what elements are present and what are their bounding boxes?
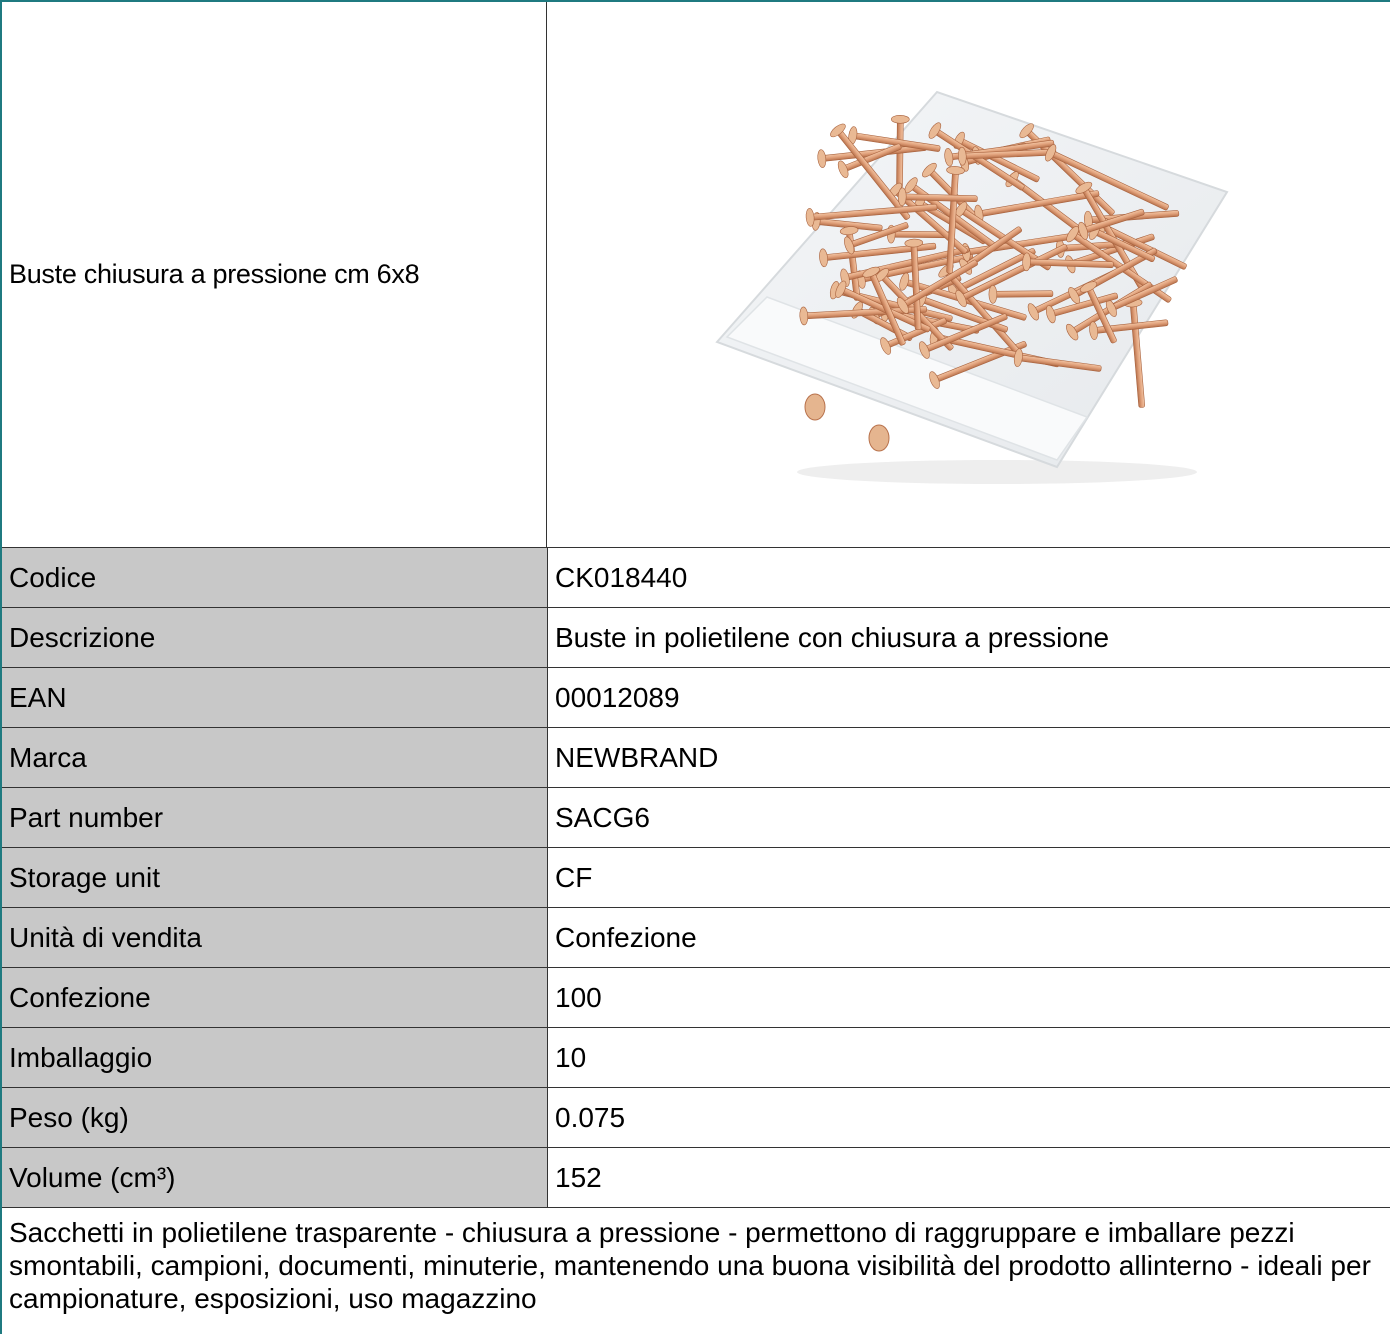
product-image-cell [547, 2, 1390, 547]
loose-fasteners [805, 394, 889, 451]
bag-of-brass-fasteners-icon [697, 72, 1257, 492]
spec-value: Buste in polietilene con chiusura a pressione [555, 621, 1110, 653]
spec-label: Peso (kg) [2, 1088, 548, 1147]
spec-value: CF [555, 861, 593, 893]
spec-label: EAN [2, 668, 548, 727]
spec-label: Storage unit [2, 848, 548, 907]
spec-label: Imballaggio [2, 1028, 548, 1087]
spec-row-confezione [2, 968, 1390, 1028]
spec-row-marca [2, 728, 1390, 788]
spec-row-part-number [2, 788, 1390, 848]
spec-label: Marca [2, 728, 548, 787]
spec-label: Unità di vendita [2, 908, 548, 967]
product-description: Sacchetti in polietilene trasparente - chiusura a pressione - permettono di raggruppare e imballare pezzi smontabili, campioni, documenti, minuterie, mantenendo una buona visibilità del prodotto allinterno - ideali per campionature, esposizioni, uso magazzino [9, 1217, 1371, 1314]
spec-row-unita-vendita [2, 908, 1390, 968]
product-title: Buste chiusura a pressione cm 6x8 [9, 259, 420, 289]
spec-label: Codice [2, 548, 548, 607]
spec-value: CK018440 [555, 561, 688, 593]
spec-value: 10 [555, 1041, 587, 1073]
spec-row-peso [2, 1088, 1390, 1148]
spec-value: SACG6 [555, 801, 650, 833]
spec-label: Part number [2, 788, 548, 847]
spec-row-storage-unit [2, 848, 1390, 908]
spec-value: 100 [555, 981, 602, 1013]
spec-row-ean [2, 668, 1390, 728]
spec-label: Confezione [2, 968, 548, 1027]
spec-value: NEWBRAND [555, 741, 719, 773]
spec-row-imballaggio [2, 1028, 1390, 1088]
spec-table [2, 548, 1390, 1208]
spec-value: Confezione [555, 921, 697, 953]
product-header-row [2, 2, 1390, 548]
spec-label: Volume (cm³) [2, 1148, 548, 1207]
spec-value: 00012089 [555, 681, 680, 713]
spec-value: 152 [555, 1161, 602, 1193]
product-title-cell [2, 2, 547, 547]
spec-label: Descrizione [2, 608, 548, 667]
spec-row-codice [2, 548, 1390, 608]
spec-row-descrizione [2, 608, 1390, 668]
spec-value: 0.075 [555, 1101, 626, 1133]
spec-row-volume [2, 1148, 1390, 1208]
